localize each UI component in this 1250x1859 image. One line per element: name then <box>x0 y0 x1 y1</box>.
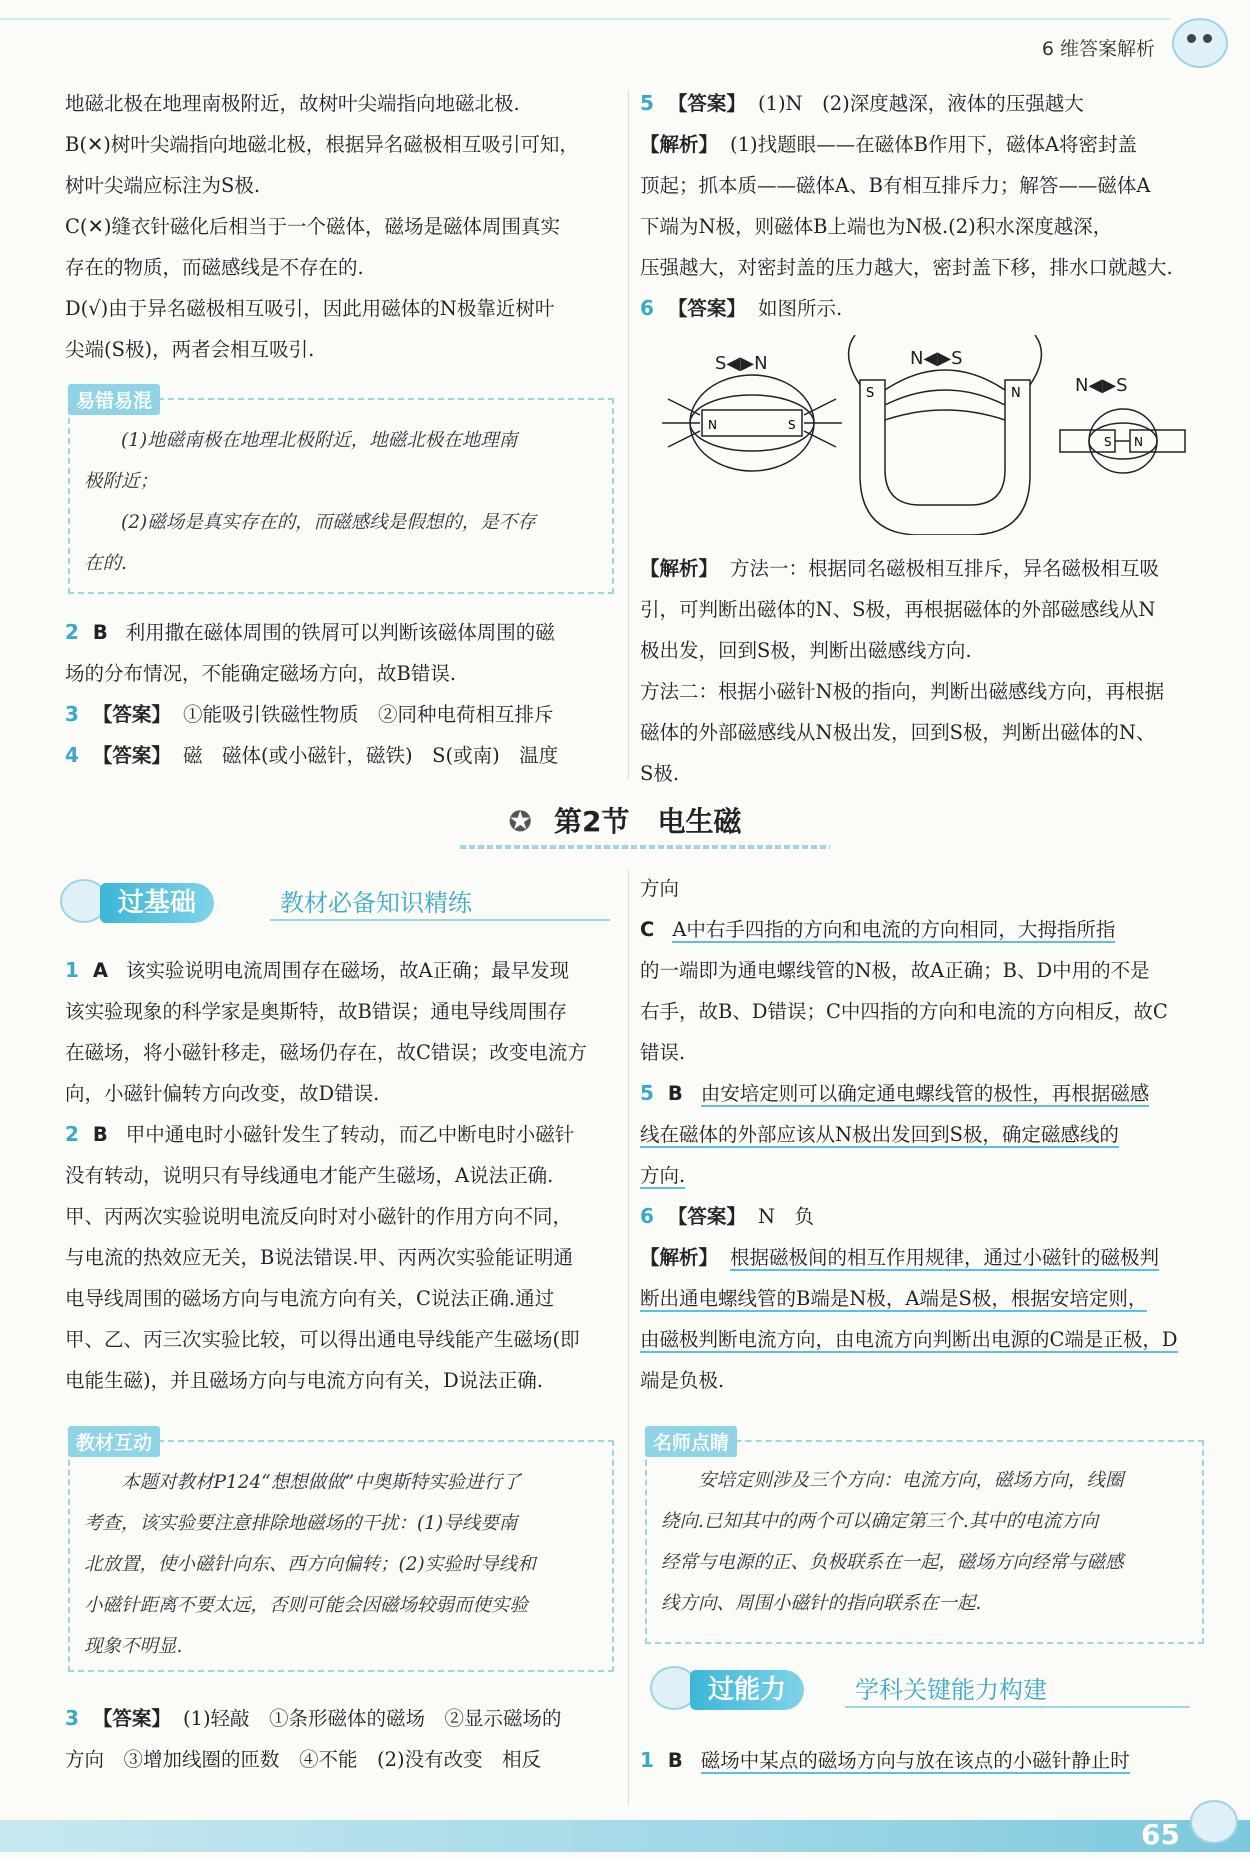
compass-label-left: S◀▶N <box>715 353 768 374</box>
text-line: 方向 ③增加线圈的匝数 ④不能 (2)没有改变 相反 <box>65 1748 542 1771</box>
text-line: 6 【答案】 如图所示. <box>640 296 843 320</box>
text-line: 经常与电源的正、负极联系在一起，磁场方向经常与磁感 <box>661 1552 1124 1573</box>
text-line: 没有转动，说明只有导线通电才能产生磁场，A说法正确. <box>65 1164 554 1187</box>
banner-sub: 教材必备知识精练 <box>280 889 472 917</box>
text-line: C(✕)缝衣针磁化后相当于一个磁体，磁场是磁体周围真实 <box>65 215 560 238</box>
text-line: 线在磁体的外部应该从N极出发回到S极，确定磁感线的 <box>640 1123 1119 1146</box>
text-line: 端是负极. <box>640 1369 725 1392</box>
text-line: 磁体的外部磁感线从N极出发，回到S极，判断出磁体的N、 <box>640 721 1156 744</box>
text-line: 由磁极判断电流方向，由电流方向判断出电源的C端是正极，D <box>640 1328 1178 1351</box>
section-title: ✪ 第2节 电生磁 <box>508 805 742 838</box>
text-line: 电能生磁)，并且磁场方向与电流方向有关，D说法正确. <box>65 1369 543 1392</box>
text-line: 断出通电螺线管的B端是N极，A端是S极，根据安培定则， <box>640 1287 1148 1310</box>
star-icon: ✪ <box>508 805 532 838</box>
text-line: 该实验现象的科学家是奥斯特，故B错误；通电导线周围存 <box>65 1000 567 1023</box>
right-top-column <box>640 83 1205 329</box>
text-line: 【解析】 根据磁极间的相互作用规律，通过小磁针的磁极判 <box>640 1246 1160 1269</box>
box-content <box>70 400 612 584</box>
left-bottom-column <box>65 950 625 1401</box>
text-line: 1 B 磁场中某点的磁场方向与放在该点的小磁针静止时 <box>640 1748 1130 1772</box>
bar-magnet-left <box>702 410 802 436</box>
banner-main: 过基础 <box>100 883 214 923</box>
text-line: 极附近； <box>84 471 159 492</box>
column-divider <box>628 90 629 780</box>
header-title: 6 维答案解析 <box>1041 38 1155 60</box>
tip-box-teacher <box>645 1432 1204 1644</box>
right-bottom-column <box>640 868 1205 1401</box>
text-line: 方法二：根据小磁针N极的指向，判断出磁感线方向，再根据 <box>640 680 1165 703</box>
banner-line <box>270 919 610 921</box>
pole-label: S <box>1104 435 1112 449</box>
text-line: D(√)由于异名磁极相互吸引，因此用磁体的N极靠近树叶 <box>65 297 555 320</box>
text-line: 甲、乙、丙三次实验比较，可以得出通电导线能产生磁场(即 <box>65 1328 580 1351</box>
left-items <box>65 612 625 776</box>
footer-bar <box>0 1820 1250 1852</box>
text-line: 地磁北极在地理南极附近，故树叶尖端指向地磁北极. <box>65 92 520 115</box>
banner-main: 过能力 <box>690 1670 804 1710</box>
compass-label-right: N◀▶S <box>1075 375 1128 396</box>
text-line: 2 B 甲中通电时小磁针发生了转动，而乙中断电时小磁针 <box>65 1122 575 1146</box>
text-line: 本题对教材P124“想想做做”中奥斯特实验进行了 <box>121 1472 521 1493</box>
left-top-column <box>65 83 625 370</box>
section-underline <box>460 845 830 849</box>
text-line: 线方向、周围小磁针的指向联系在一起. <box>661 1593 982 1614</box>
tip-box-textbook <box>68 1432 614 1672</box>
text-line: 5 【答案】 (1)N (2)深度越深，液体的压强越大 <box>640 91 1084 115</box>
text-line: 1 A 该实验说明电流周围存在磁场，故A正确；最早发现 <box>65 958 570 982</box>
text-line: 3 【答案】 (1)轻敲 ①条形磁体的磁场 ②显示磁场的 <box>65 1706 562 1730</box>
text-line: 5 B 由安培定则可以确定通电螺线管的极性，再根据磁感 <box>640 1081 1150 1105</box>
magnet-field-figure <box>660 335 1205 535</box>
box-label: 教材互动 <box>68 1426 160 1457</box>
pole-label: N <box>708 418 717 432</box>
box-content <box>70 1442 612 1667</box>
banner-sub: 学科关键能力构建 <box>855 1676 1047 1704</box>
text-line: 方向. <box>640 1164 686 1187</box>
text-line: 小磁针距离不要太远，否则可能会因磁场较弱而使实验 <box>84 1595 529 1616</box>
text-line: 引，可判断出磁体的N、S极，再根据磁体的外部磁感线从N <box>640 598 1156 621</box>
left-end <box>65 1698 625 1780</box>
text-line: 压强越大，对密封盖的压力越大，密封盖下移，排水口就越大. <box>640 256 1173 279</box>
text-line: 与电流的热效应无关，B说法错误.甲、丙两次实验能证明通 <box>65 1246 574 1269</box>
mascot-icon <box>1172 18 1228 68</box>
text-line: B(✕)树叶尖端指向地磁北极，根据异名磁极相互吸引可知， <box>65 133 579 156</box>
banner-line <box>845 1706 1190 1708</box>
pole-label: S <box>788 418 796 432</box>
text-line: 考查，该实验要注意排除地磁场的干扰：(1)导线要南 <box>84 1513 518 1534</box>
text-line: 3 【答案】 ①能吸引铁磁性物质 ②同种电荷相互排斥 <box>65 702 554 726</box>
pole-label: N <box>1134 435 1143 449</box>
text-line: C A中右手四指的方向和电流的方向相同，大拇指所指 <box>640 918 1116 941</box>
pole-label: N <box>1011 386 1021 401</box>
column-divider <box>628 870 629 1805</box>
text-line: 电导线周围的磁场方向与电流方向有关，C说法正确.通过 <box>65 1287 555 1310</box>
text-line: 【解析】 方法一：根据同名磁极相互排斥，异名磁极相互吸 <box>640 557 1160 580</box>
text-line: 错误. <box>640 1041 686 1064</box>
text-line: 极出发，回到S极，判断出磁感线方向. <box>640 639 972 662</box>
text-line: 在的. <box>84 553 127 574</box>
text-line: 6 【答案】 N 负 <box>640 1204 815 1228</box>
banner-ability <box>650 1670 1210 1710</box>
text-line: 方向 <box>640 877 680 900</box>
top-rule <box>0 18 1170 20</box>
right-end <box>640 1740 1205 1781</box>
box-label: 名师点睛 <box>645 1426 737 1457</box>
text-line: 尖端(S极)，两者会相互吸引. <box>65 338 315 361</box>
text-line: 甲、丙两次实验说明电流反向时对小磁针的作用方向不同， <box>65 1205 573 1228</box>
text-line: 的一端即为通电螺线管的N极，故A正确；B、D中用的不是 <box>640 959 1150 982</box>
text-line: 下端为N极，则磁体B上端也为N极.(2)积水深度越深， <box>640 215 1113 238</box>
u-magnet <box>860 380 1030 535</box>
text-line: 【解析】 (1)找题眼——在磁体B作用下，磁体A将密封盖 <box>640 133 1138 156</box>
text-line: 4 【答案】 磁 磁体(或小磁针，磁铁) S(或南) 温度 <box>65 743 559 767</box>
right-analysis <box>640 548 1205 794</box>
banner-basic <box>60 883 620 923</box>
text-line: (1)地磁南极在地理北极附近，地磁北极在地理南 <box>121 430 518 451</box>
text-line: 存在的物质，而磁感线是不存在的. <box>65 256 364 279</box>
compass-label-mid: N◀▶S <box>910 348 963 369</box>
text-line: 绕向.已知其中的两个可以确定第三个.其中的电流方向 <box>661 1511 1099 1532</box>
mascot-icon <box>1190 1800 1238 1844</box>
tip-box-errors <box>68 390 614 594</box>
text-line: 现象不明显. <box>84 1636 183 1657</box>
page-number: 65 <box>1141 1818 1180 1851</box>
text-line: 2 B 利用撒在磁体周围的铁屑可以判断该磁体周围的磁 <box>65 620 555 644</box>
text-line: 北放置，使小磁针向东、西方向偏转；(2)实验时导线和 <box>84 1554 536 1575</box>
text-line: 顶起；抓本质——磁体A、B有相互排斥力；解答——磁体A <box>640 174 1151 197</box>
text-line: 树叶尖端应标注为S极. <box>65 174 261 197</box>
text-line: 向，小磁针偏转方向改变，故D错误. <box>65 1082 380 1105</box>
text-line: 场的分布情况，不能确定磁场方向，故B错误. <box>65 662 457 685</box>
text-line: 安培定则涉及三个方向：电流方向，磁场方向，线圈 <box>698 1470 1124 1491</box>
box-content <box>647 1442 1202 1624</box>
pole-label: S <box>866 386 875 401</box>
text-line: 在磁场，将小磁针移走，磁场仍存在，故C错误；改变电流方 <box>65 1041 587 1064</box>
text-line: 右手，故B、D错误；C中四指的方向和电流的方向相反，故C <box>640 1000 1168 1023</box>
box-label: 易错易混 <box>68 384 160 415</box>
text-line: (2)磁场是真实存在的，而磁感线是假想的，是不存 <box>121 512 536 533</box>
text-line: S极. <box>640 762 680 785</box>
